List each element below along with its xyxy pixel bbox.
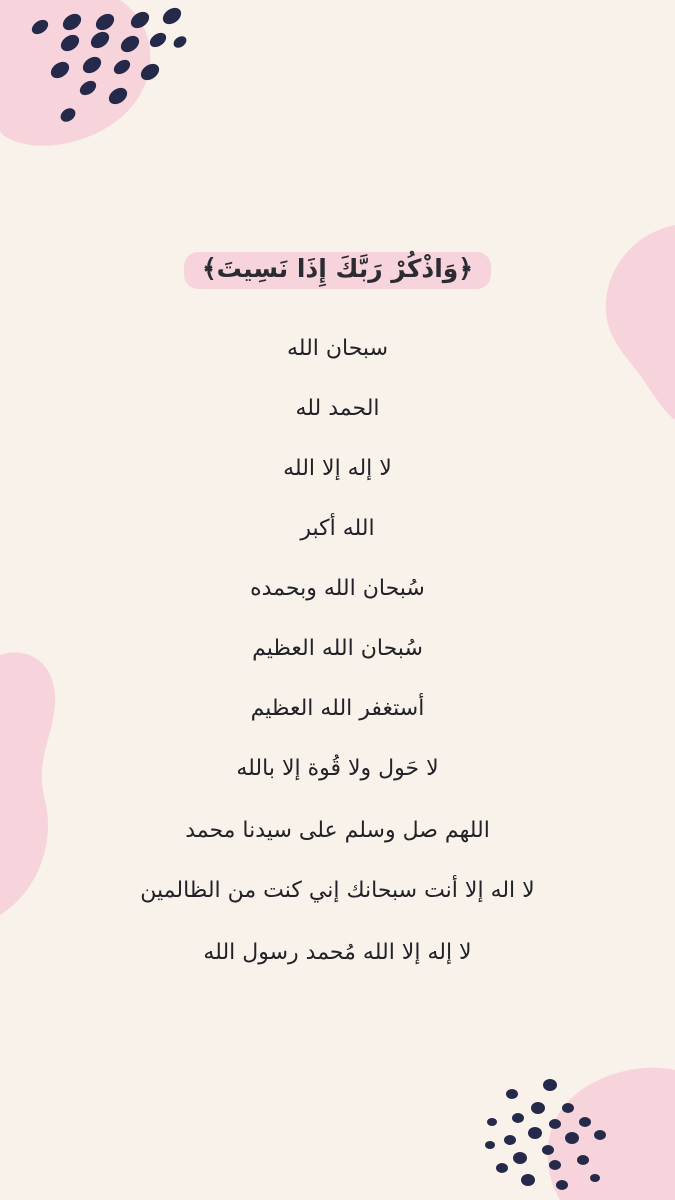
dhikr-line: لا إله إلا الله: [283, 456, 392, 481]
dhikr-line: لا إله إلا الله مُحمد رسول الله: [203, 940, 472, 965]
quran-verse: ﴿وَاذْكُرْ رَبَّكَ إِذَا نَسِيتَ﴾: [184, 252, 491, 289]
dhikr-line: أستغفر الله العظيم: [250, 696, 425, 721]
dhikr-line: سُبحان الله العظيم: [252, 636, 423, 661]
verse-banner: [0, 252, 675, 289]
dhikr-line: اللهم صل وسلم على سيدنا محمد: [185, 818, 490, 843]
dhikr-line: الحمد لله: [295, 396, 380, 421]
dhikr-line: لا حَول ولا قُوة إلا بالله: [236, 756, 439, 781]
dhikr-line: سُبحان الله وبحمده: [250, 576, 425, 601]
dhikr-line: سبحان الله: [286, 336, 389, 361]
dhikr-line: لا اله إلا أنت سبحانك إني كنت من الظالمين: [140, 878, 535, 903]
dhikr-line: الله أكبر: [300, 516, 375, 541]
